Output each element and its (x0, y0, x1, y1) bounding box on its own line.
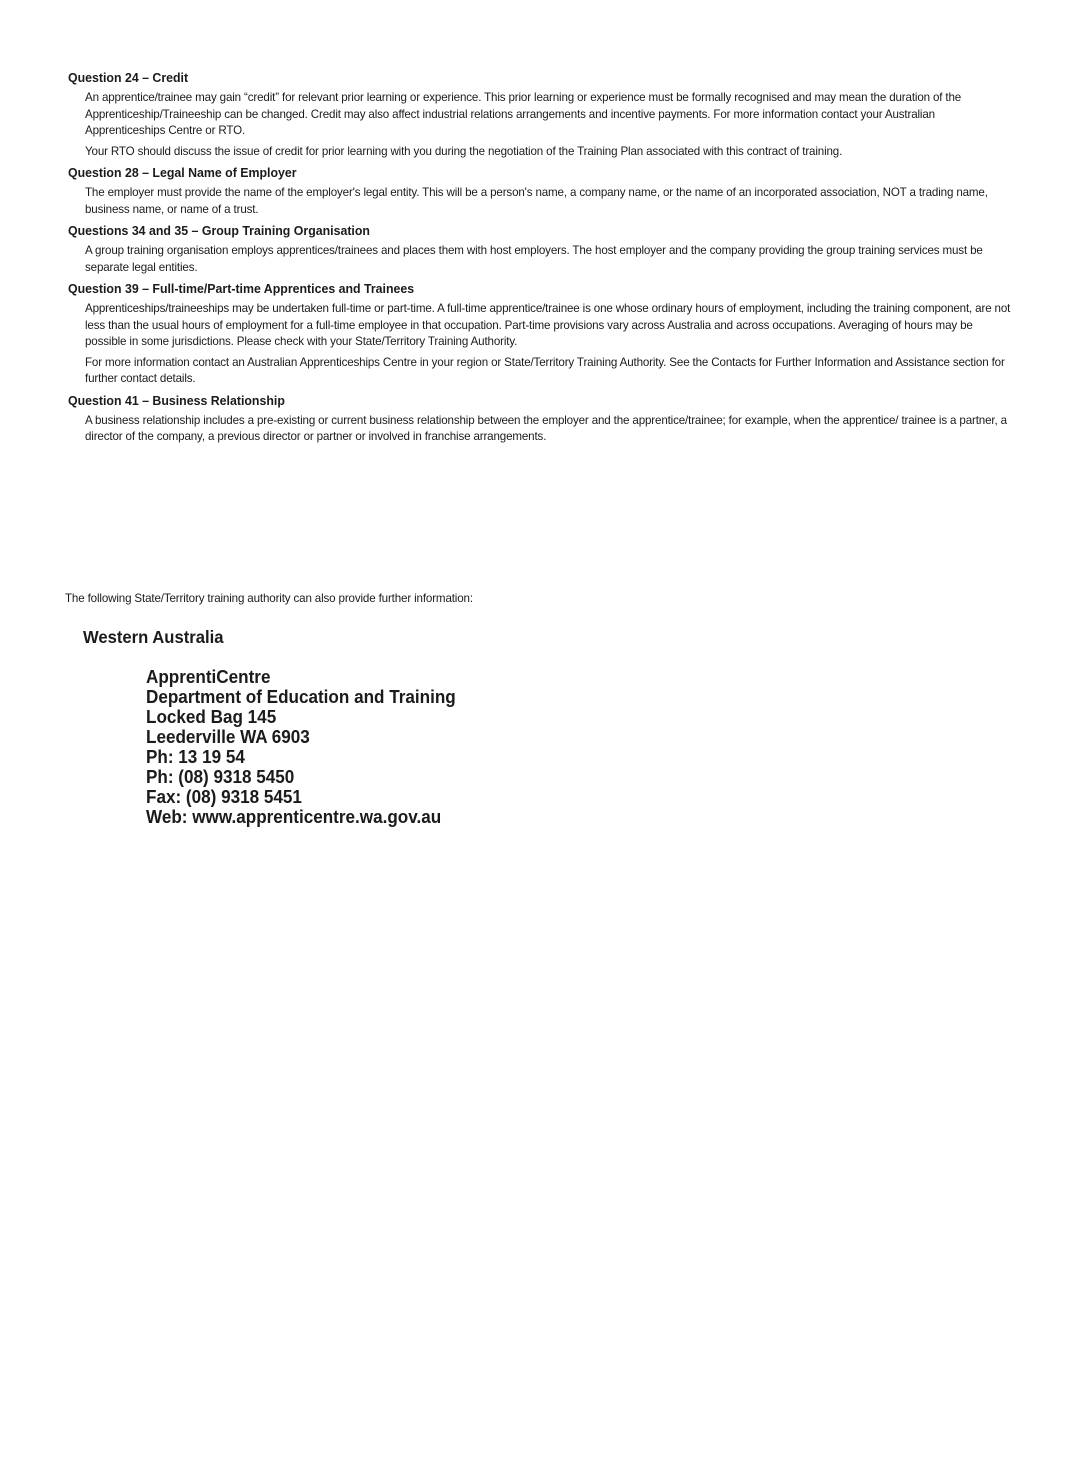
section-questions-34-35 (68, 222, 1013, 276)
section-paragraph: A business relationship includes a pre-existing or current business relationship between the employer and the apprentice/trainee; for example, when the apprentice/ trainee is a partner, a director of the company, a previous director or partner or involved in franchise arrangements. (85, 413, 1007, 443)
state-heading: Western Australia (83, 627, 224, 647)
section-paragraph: The employer must provide the name of the employer's legal entity. This will be a person's name, a company name, or the name of an incorporated association, NOT a trading name, business name, or name of a trust. (85, 186, 988, 216)
section-paragraph: Your RTO should discuss the issue of credit for prior learning with you during the negotiation of the Training Plan associated with this contract of training. (85, 144, 843, 158)
website-address: Web: www.apprenticentre.wa.gov.au (146, 807, 442, 827)
section-heading: Questions 34 and 35 – Group Training Organisation (68, 223, 370, 238)
phone-number-primary: Ph: 13 19 54 (146, 747, 245, 767)
section-paragraph: An apprentice/trainee may gain “credit” for relevant prior learning or experience. This prior learning or experience must be formally recognised and may mean the duration of the Apprenticeship/Traineeship can be changed. Credit may also affect industrial relations arrangements and incentive payments. For more information contact your Australian Apprenticeships Centre or RTO. (85, 91, 962, 137)
section-heading: Question 24 – Credit (68, 70, 189, 85)
section-paragraph: A group training organisation employs apprentices/trainees and places them with host employers. The host employer and the company providing the group training services must be separate legal entities. (85, 244, 983, 274)
section-heading: Question 28 – Legal Name of Employer (68, 165, 297, 180)
section-paragraph: For more information contact an Australian Apprenticeships Centre in your region or State/Territory Training Authority. See the Contacts for Further Information and Assistance section for further contact details. (85, 355, 1005, 385)
phone-number-secondary: Ph: (08) 9318 5450 (146, 767, 295, 787)
section-question-39 (68, 280, 1013, 388)
section-question-28 (68, 164, 1013, 218)
section-question-41 (68, 392, 1013, 446)
section-paragraph: Apprenticeships/traineeships may be undertaken full-time or part-time. A full-time apprentice/trainee is one whose ordinary hours of employment, including the training component, are not less than the usual hours of employment for a full-time employee in that occupation. Part-time provisions vary across Australia and across occupations. Averaging of hours may be possible in some jurisdictions. Please check with your State/Territory Training Authority. (85, 302, 1011, 348)
explanatory-notes (68, 69, 1013, 450)
organisation-name: ApprentiCentre (146, 667, 271, 687)
section-question-24 (68, 69, 1013, 160)
contact-address-block (146, 667, 472, 827)
section-heading: Question 41 – Business Relationship (68, 392, 285, 408)
further-info-intro: The following State/Territory training authority can also provide further information: (65, 592, 473, 605)
department-name: Department of Education and Training (146, 687, 456, 707)
postal-address: Locked Bag 145 (146, 707, 277, 727)
fax-number: Fax: (08) 9318 5451 (146, 787, 302, 807)
section-heading: Question 39 – Full-time/Part-time Apprentices and Trainees (68, 281, 415, 296)
suburb-postcode: Leederville WA 6903 (146, 727, 310, 747)
